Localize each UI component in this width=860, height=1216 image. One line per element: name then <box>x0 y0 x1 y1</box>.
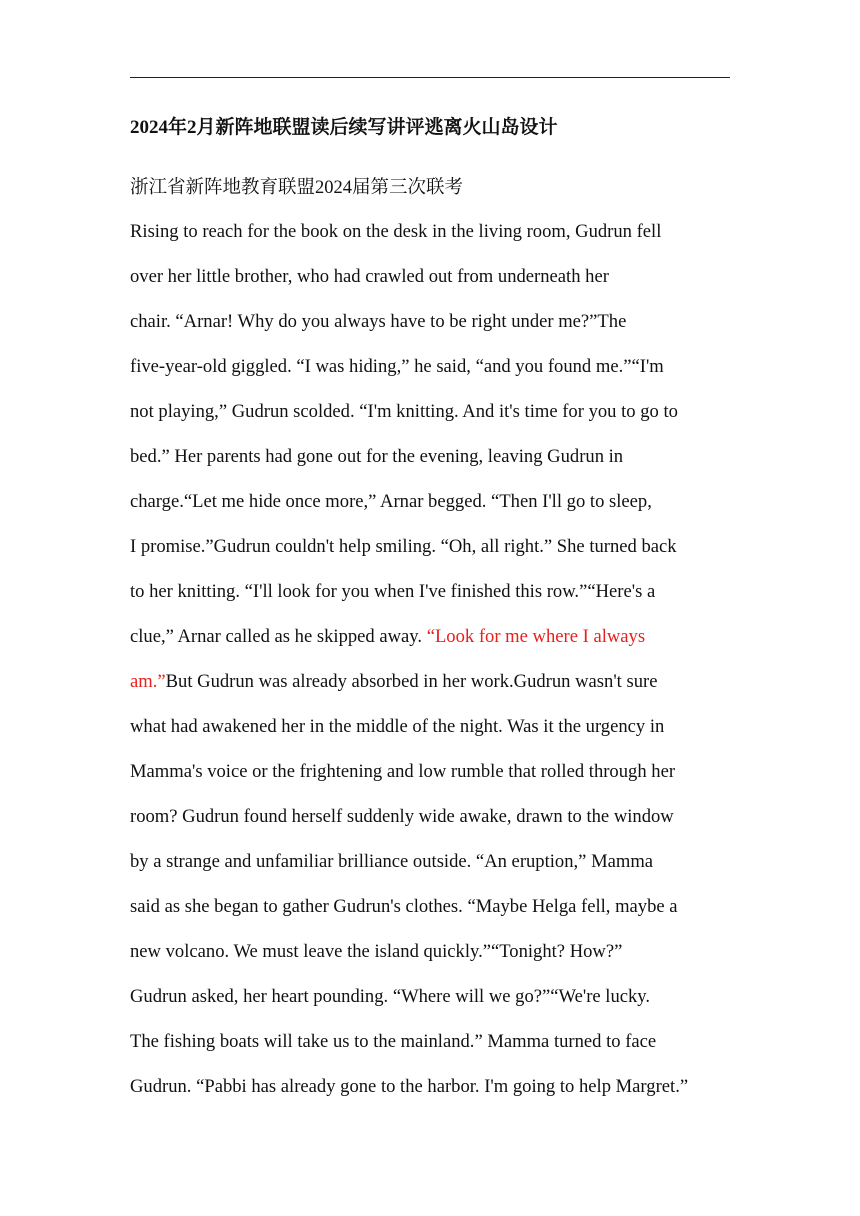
text-line: by a strange and unfamiliar brilliance outside. “An eruption,” Mamma <box>130 851 654 872</box>
text-line: Gudrun asked, her heart pounding. “Where will we go?”“We're lucky. <box>130 986 651 1007</box>
text-line: five-year-old giggled. “I was hiding,” he said, “and you found me.”“I'm <box>130 356 664 377</box>
text-line: new volcano. We must leave the island quickly.”“Tonight? How?” <box>130 941 623 962</box>
text-line: Gudrun. “Pabbi has already gone to the harbor. I'm going to help Margret.” <box>130 1076 689 1097</box>
text-line: said as she began to gather Gudrun's clothes. “Maybe Helga fell, maybe a <box>130 896 678 917</box>
text-line: am.”But Gudrun was already absorbed in her work.Gudrun wasn't sure <box>130 671 658 692</box>
text-line: over her little brother, who had crawled out from underneath her <box>130 266 609 287</box>
text-line: bed.” Her parents had gone out for the evening, leaving Gudrun in <box>130 446 624 467</box>
text-line: not playing,” Gudrun scolded. “I'm knitting. And it's time for you to go to <box>130 401 678 422</box>
header-rule <box>130 77 730 78</box>
body-text <box>130 217 730 1117</box>
document-title: 2024年2月新阵地联盟读后续写讲评逃离火山岛设计 <box>130 117 558 138</box>
highlighted-quote: am.” <box>130 671 166 692</box>
text-line: clue,” Arnar called as he skipped away. “Look for me where I always <box>130 626 646 647</box>
highlighted-quote: “Look for me where I always <box>426 626 646 647</box>
text-line: The fishing boats will take us to the mainland.” Mamma turned to face <box>130 1031 657 1052</box>
text-line: chair. “Arnar! Why do you always have to be right under me?”The <box>130 311 627 332</box>
document-subtitle: 浙江省新阵地教育联盟2024届第三次联考 <box>130 178 464 198</box>
text-line: to her knitting. “I'll look for you when I've finished this row.”“Here's a <box>130 581 656 602</box>
text-line: what had awakened her in the middle of the night. Was it the urgency in <box>130 716 665 737</box>
text-line: Rising to reach for the book on the desk in the living room, Gudrun fell <box>130 221 662 242</box>
text-line: room? Gudrun found herself suddenly wide awake, drawn to the window <box>130 806 674 827</box>
text-line: charge.“Let me hide once more,” Arnar begged. “Then I'll go to sleep, <box>130 491 652 512</box>
text-line: Mamma's voice or the frightening and low rumble that rolled through her <box>130 761 676 782</box>
text-line: I promise.”Gudrun couldn't help smiling. “Oh, all right.” She turned back <box>130 536 677 557</box>
